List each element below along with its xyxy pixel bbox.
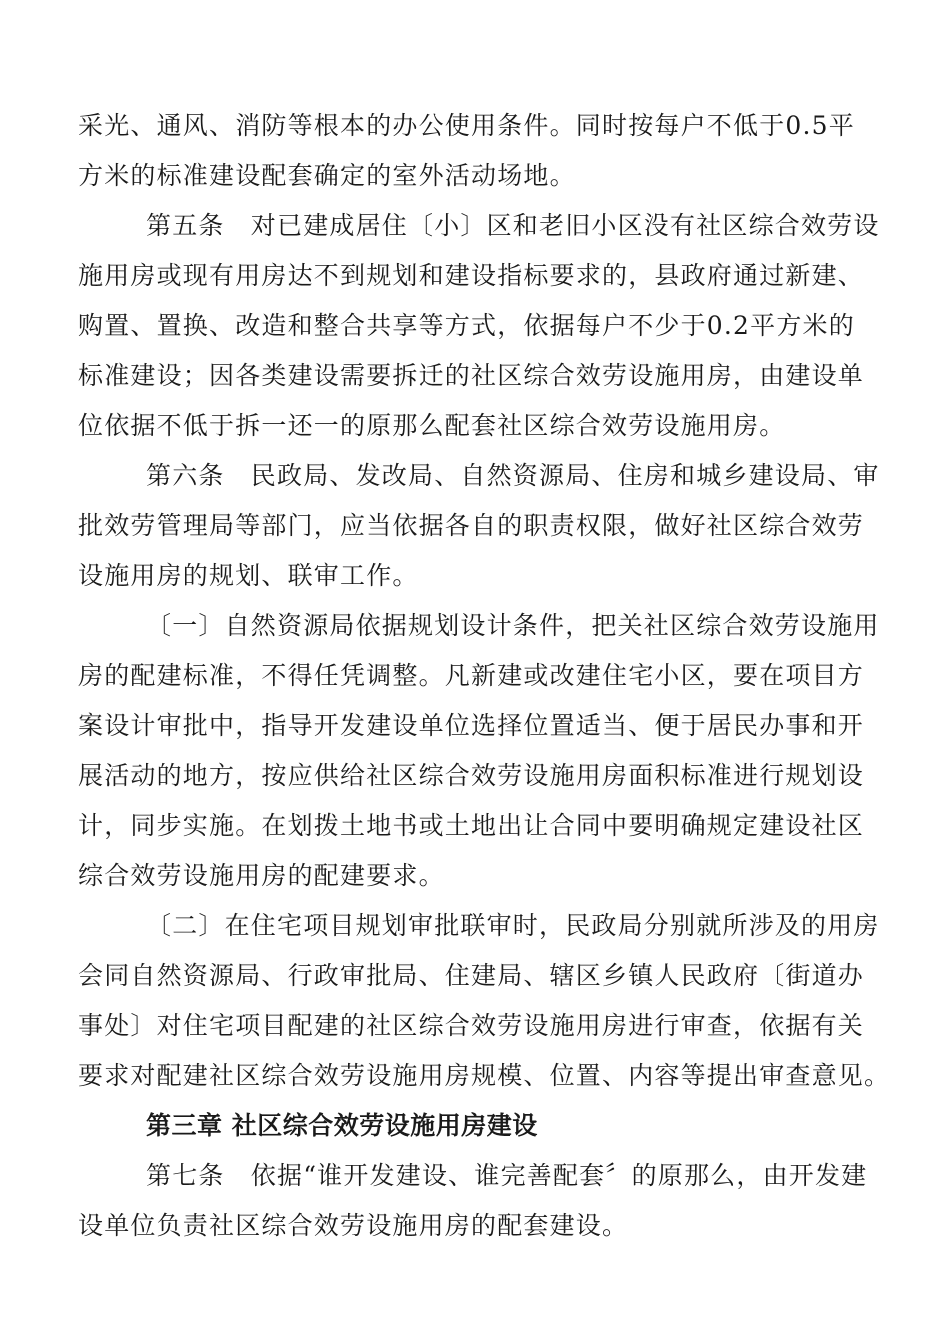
text-line: 位依据不低于拆一还一的原那么配套社区综合效劳设施用房。: [78, 411, 786, 440]
clause-1-start: 〔一〕自然资源局依据规划设计条件，把关社区综合效劳设施用: [146, 611, 880, 640]
text-line: 标准建设；因各类建设需要拆迁的社区综合效劳设施用房，由建设单: [78, 361, 865, 390]
text-line: 房的配建标准，不得任凭调整。凡新建或改建住宅小区，要在项目方: [78, 661, 865, 690]
chapter-3-heading: 第三章 社区综合效劳设施用房建设: [146, 1111, 538, 1140]
text-line: 购置、置换、改造和整合共享等方式，依据每户不少于0.2平方米的: [78, 311, 855, 340]
article-7-start: 第七条 依据“谁开发建设、谁完善配套〞的原那么，由开发建: [146, 1161, 868, 1190]
text-line: 计，同步实施。在划拨土地书或土地出让合同中要明确规定建设社区: [78, 811, 865, 840]
text-line: 会同自然资源局、行政审批局、住建局、辖区乡镇人民政府〔街道办: [78, 961, 865, 990]
text-line: 事处〕对住宅项目配建的社区综合效劳设施用房进行审查，依据有关: [78, 1011, 865, 1040]
article-6-start: 第六条 民政局、发改局、自然资源局、住房和城乡建设局、审: [146, 461, 880, 490]
text-line: 设施用房的规划、联审工作。: [78, 561, 419, 590]
text-line: 施用房或现有用房达不到规划和建设指标要求的，县政府通过新建、: [78, 261, 865, 290]
text-line: 案设计审批中，指导开发建设单位选择位置适当、便于居民办事和开: [78, 711, 865, 740]
text-line: 综合效劳设施用房的配建要求。: [78, 861, 445, 890]
text-line: 采光、通风、消防等根本的办公使用条件。同时按每户不低于0.5平: [78, 111, 855, 140]
text-line: 方米的标准建设配套确定的室外活动场地。: [78, 161, 576, 190]
text-line: 批效劳管理局等部门，应当依据各自的职责权限，做好社区综合效劳: [78, 511, 865, 540]
text-line: 要求对配建社区综合效劳设施用房规模、位置、内容等提出审查意见。: [78, 1061, 891, 1090]
text-line: 展活动的地方，按应供给社区综合效劳设施用房面积标准进行规划设: [78, 761, 865, 790]
text-line: 设单位负责社区综合效劳设施用房的配套建设。: [78, 1211, 629, 1240]
clause-2-start: 〔二〕在住宅项目规划审批联审时，民政局分别就所涉及的用房: [146, 911, 880, 940]
article-5-start: 第五条 对已建成居住〔小〕区和老旧小区没有社区综合效劳设: [146, 211, 880, 240]
